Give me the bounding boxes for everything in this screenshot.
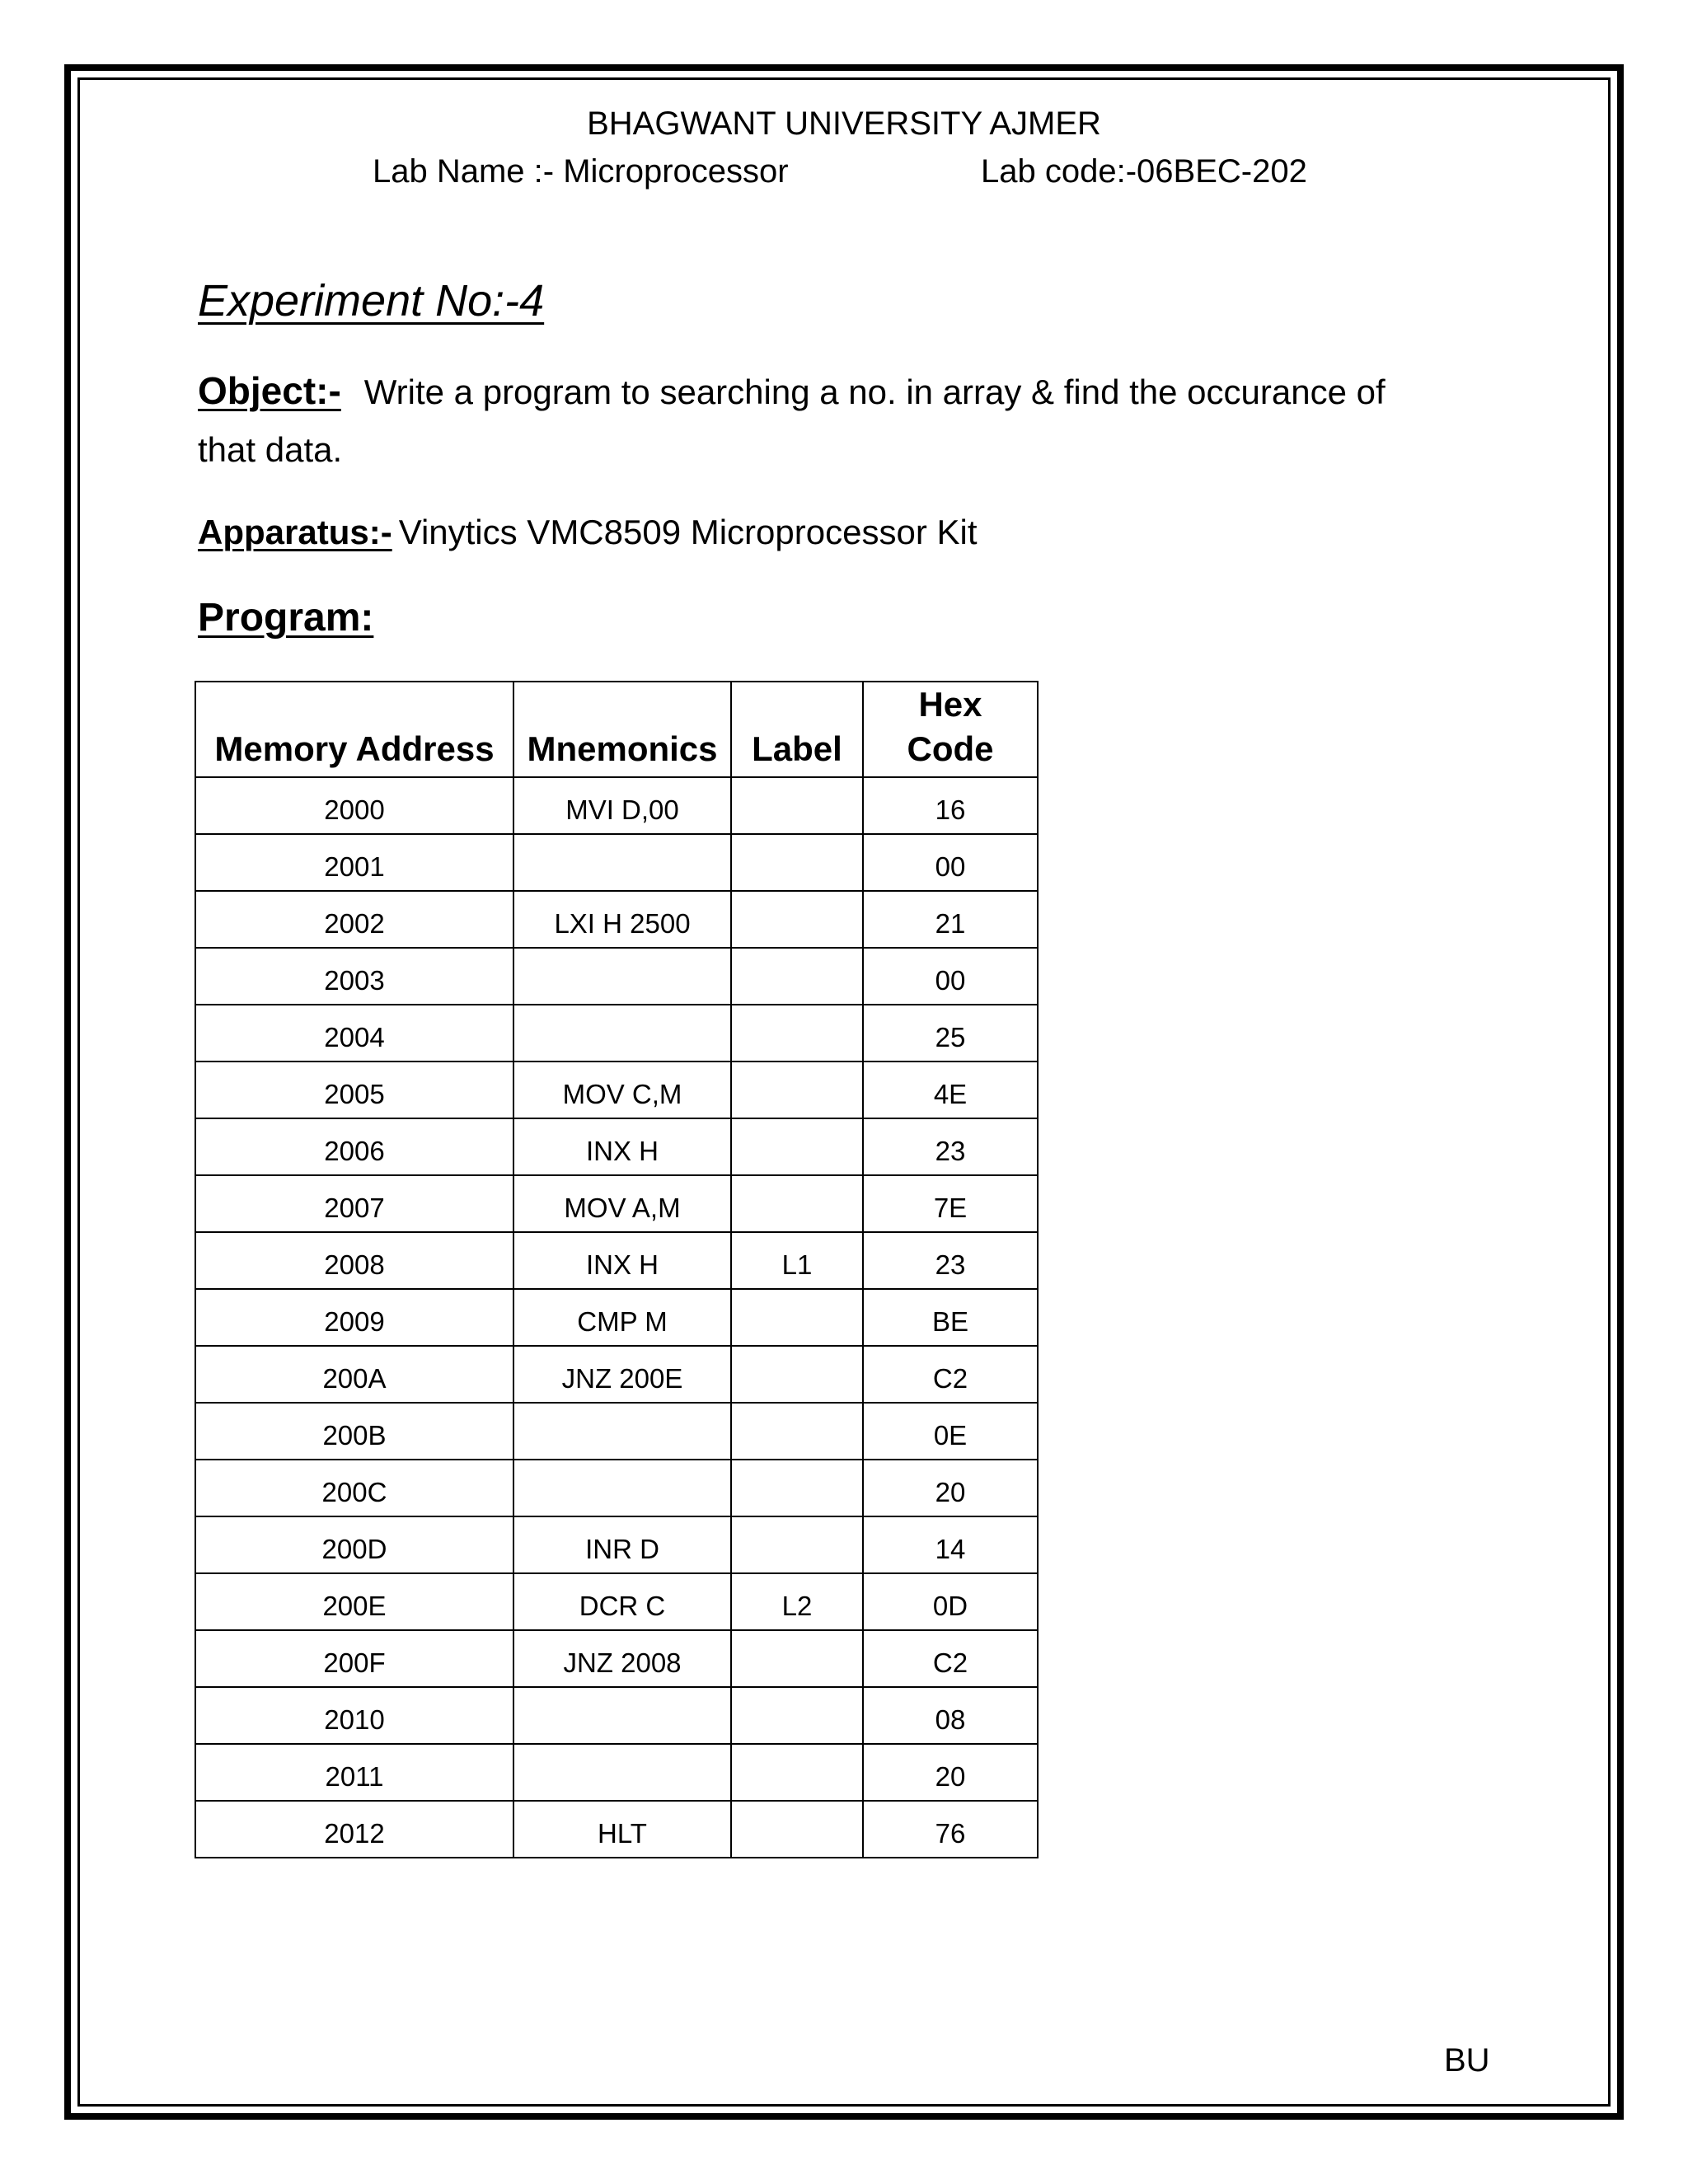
cell-address: 2000 [195, 777, 513, 834]
table-row [195, 777, 1038, 834]
header-hex-code [863, 682, 1038, 777]
table-row [195, 1289, 1038, 1346]
table-row [195, 1403, 1038, 1460]
cell-address: 200E [195, 1573, 513, 1630]
cell-mnemonic: LXI H 2500 [513, 891, 731, 948]
cell-label [731, 777, 863, 834]
cell-address: 2003 [195, 948, 513, 1005]
cell-address: 200D [195, 1516, 513, 1573]
cell-label [731, 1062, 863, 1118]
cell-label [731, 1744, 863, 1801]
table-row [195, 1744, 1038, 1801]
experiment-title: Experiment No:-4 [198, 276, 545, 326]
cell-mnemonic [513, 1005, 731, 1062]
header-label: Label [731, 682, 863, 777]
cell-mnemonic [513, 1744, 731, 1801]
table-row [195, 1175, 1038, 1232]
cell-label [731, 1005, 863, 1062]
cell-hex: 4E [863, 1062, 1038, 1118]
table-row [195, 1460, 1038, 1516]
cell-label [731, 1687, 863, 1744]
table-row [195, 1005, 1038, 1062]
cell-mnemonic [513, 1403, 731, 1460]
university-name: BHAGWANT UNIVERSITY AJMER [587, 105, 1101, 142]
cell-label [731, 891, 863, 948]
cell-mnemonic [513, 1460, 731, 1516]
apparatus-line [198, 509, 978, 555]
table-row [195, 891, 1038, 948]
cell-address: 2005 [195, 1062, 513, 1118]
object-line [198, 368, 1386, 415]
header-hex-line2: Code [907, 729, 994, 768]
cell-address: 2011 [195, 1744, 513, 1801]
cell-hex: BE [863, 1289, 1038, 1346]
cell-label [731, 1175, 863, 1232]
cell-mnemonic [513, 1687, 731, 1744]
cell-label [731, 1516, 863, 1573]
lab-code: Lab code:-06BEC-202 [981, 153, 1307, 190]
cell-label: L2 [731, 1573, 863, 1630]
cell-label [731, 834, 863, 891]
cell-hex: 21 [863, 891, 1038, 948]
cell-hex: 14 [863, 1516, 1038, 1573]
cell-mnemonic: HLT [513, 1801, 731, 1858]
table-row [195, 948, 1038, 1005]
cell-label [731, 948, 863, 1005]
cell-hex: 20 [863, 1460, 1038, 1516]
cell-hex: 08 [863, 1687, 1038, 1744]
cell-hex: 16 [863, 777, 1038, 834]
cell-hex: 0D [863, 1573, 1038, 1630]
table-row [195, 1630, 1038, 1687]
cell-hex: 20 [863, 1744, 1038, 1801]
table-row [195, 1118, 1038, 1175]
cell-address: 2001 [195, 834, 513, 891]
cell-mnemonic: INX H [513, 1118, 731, 1175]
cell-label [731, 1630, 863, 1687]
program-table [195, 681, 1039, 1858]
table-row [195, 1687, 1038, 1744]
cell-mnemonic: JNZ 200E [513, 1346, 731, 1403]
cell-hex: 0E [863, 1403, 1038, 1460]
table-row [195, 1062, 1038, 1118]
cell-mnemonic: INX H [513, 1232, 731, 1289]
cell-address: 2006 [195, 1118, 513, 1175]
cell-mnemonic: JNZ 2008 [513, 1630, 731, 1687]
table-row [195, 1801, 1038, 1858]
table-row [195, 1346, 1038, 1403]
program-heading: Program: [198, 596, 374, 640]
table-body [195, 777, 1038, 1858]
cell-hex: 00 [863, 948, 1038, 1005]
cell-mnemonic: INR D [513, 1516, 731, 1573]
cell-label [731, 1460, 863, 1516]
cell-label: L1 [731, 1232, 863, 1289]
cell-mnemonic: MOV C,M [513, 1062, 731, 1118]
cell-address: 200C [195, 1460, 513, 1516]
object-label: Object:- [198, 369, 341, 412]
cell-hex: 23 [863, 1232, 1038, 1289]
object-text: Write a program to searching a no. in array & find the occurance of [363, 373, 1386, 411]
cell-hex: C2 [863, 1346, 1038, 1403]
apparatus-text: Vinytics VMC8509 Microprocessor Kit [398, 513, 978, 551]
table-row [195, 1516, 1038, 1573]
cell-hex: C2 [863, 1630, 1038, 1687]
cell-address: 200F [195, 1630, 513, 1687]
table-row [195, 1573, 1038, 1630]
cell-address: 2004 [195, 1005, 513, 1062]
cell-label [731, 1346, 863, 1403]
header-mnemonics: Mnemonics [513, 682, 731, 777]
cell-hex: 23 [863, 1118, 1038, 1175]
cell-hex: 7E [863, 1175, 1038, 1232]
apparatus-label: Apparatus:- [198, 513, 392, 551]
cell-hex: 25 [863, 1005, 1038, 1062]
cell-address: 2009 [195, 1289, 513, 1346]
cell-mnemonic: DCR C [513, 1573, 731, 1630]
cell-address: 200B [195, 1403, 513, 1460]
object-text-continued: that data. [198, 430, 343, 469]
cell-address: 2002 [195, 891, 513, 948]
table-row [195, 1232, 1038, 1289]
table-row [195, 834, 1038, 891]
header-memory-address: Memory Address [195, 682, 513, 777]
cell-mnemonic: MVI D,00 [513, 777, 731, 834]
table-header-row [195, 682, 1038, 777]
cell-address: 2012 [195, 1801, 513, 1858]
cell-address: 2008 [195, 1232, 513, 1289]
cell-hex: 00 [863, 834, 1038, 891]
lab-name: Lab Name :- Microprocessor [373, 153, 789, 190]
cell-hex: 76 [863, 1801, 1038, 1858]
cell-address: 200A [195, 1346, 513, 1403]
cell-mnemonic: MOV A,M [513, 1175, 731, 1232]
cell-mnemonic: CMP M [513, 1289, 731, 1346]
cell-label [731, 1403, 863, 1460]
cell-label [731, 1118, 863, 1175]
cell-address: 2007 [195, 1175, 513, 1232]
cell-address: 2010 [195, 1687, 513, 1744]
cell-label [731, 1289, 863, 1346]
cell-label [731, 1801, 863, 1858]
footer-mark: BU [1444, 2042, 1490, 2079]
cell-mnemonic [513, 834, 731, 891]
header-hex-line1: Hex [918, 685, 982, 724]
cell-mnemonic [513, 948, 731, 1005]
